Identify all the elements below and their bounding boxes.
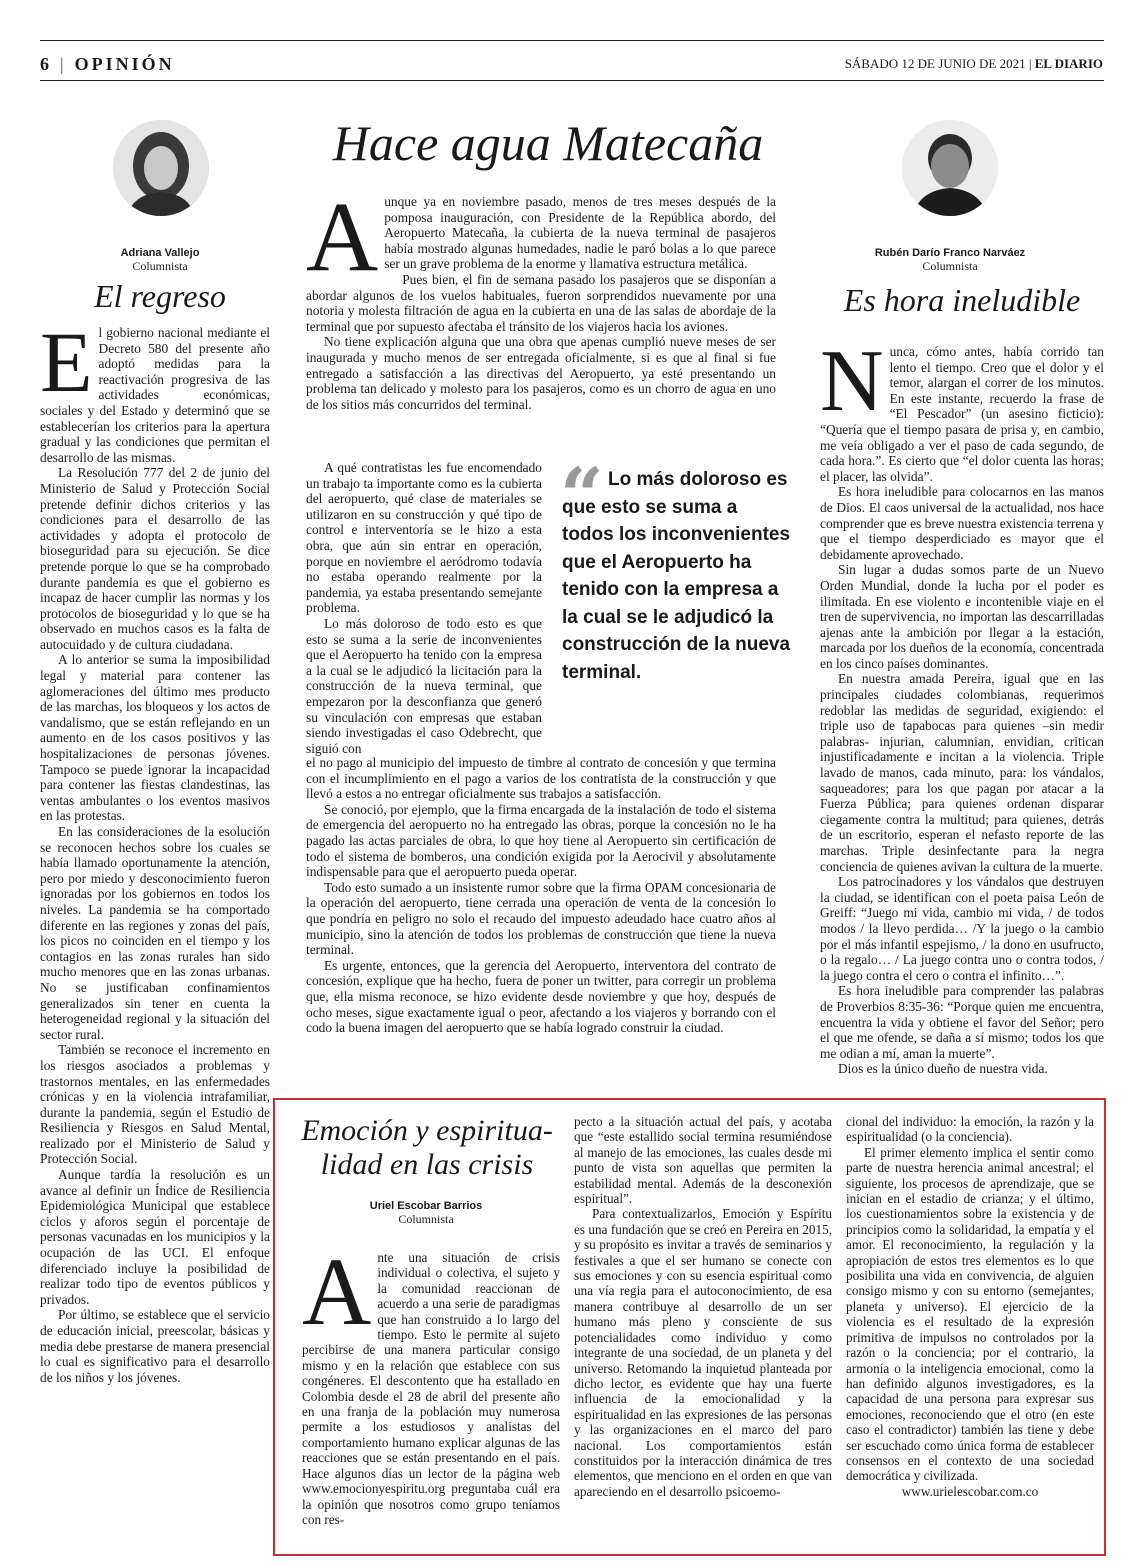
paragraph: Es urgente, entonces, que la gerencia del Aeropuerto, interventora del contrato de concesión, explique que ha hecho, fuera de poner un twitter, para corregir un problema que, ella misma reconoce, se hizo evidente desde noviembre y que hoy, después de ocho meses, sigue exactamente igual o peor, afectando a los viajeros y borrando con el codo la buena imagen del aeropuerto que se había logrado construir la ciudad.	[306, 957, 776, 1036]
author-photo-right	[902, 120, 998, 216]
boxed-article-col3	[846, 1114, 1094, 1499]
author-byline-right	[850, 247, 1050, 274]
drop-cap: A	[302, 1238, 372, 1345]
article-title: Hace agua Matecaña	[332, 115, 764, 171]
author-name: Rubén Darío Franco Narváez	[874, 247, 1026, 259]
boxed-article-byline	[326, 1200, 526, 1227]
column-title-left: El regreso	[94, 278, 226, 314]
page-number: 6	[40, 54, 52, 74]
paragraph: Lo más doloroso de todo esto es que esto se suma a la serie de inconvenientes que el Aeropuerto ha tenido con la empresa a la cual se le adjudicó la licitación para la construcción de la nueva terminal, que empezaron por la desconfianza que generó su vinculación con empresas que estaban siendo investigadas el caso Odebrecht, que siguió con	[306, 615, 542, 756]
pull-quote	[560, 451, 794, 686]
paragraph: No tiene explicación alguna que una obra que apenas cumplió nueve meses de ser inaugurada y mucho menos de ser entregada oficialmente, si es que al final si fue entregado a satisfacción a las directivas del Aeropuerto, ya esté presentando un problema tan delicado y molesto para los pasajeros, como es un chorro de agua en uno de los sitios más concurridos del terminal.	[306, 334, 776, 412]
title-line: Emoción y espiritua-	[301, 1114, 553, 1147]
paragraph: unca, cómo antes, había corrido tan lento el tiempo. Creo que el dolor y el temor, alargan el correr de los minutos. En este instante, recuerdo la frase de “El Pescador” (un asesino ficticio): “Quería que el tiempo pasara de prisa y, en cambio, me veía obligado a ver el paso de cada segundo, de cada hora.”. Es cierto que “el dolor cuenta las horas; el placer, las olvida”.	[820, 344, 1104, 484]
website-link[interactable]: www.urielescobar.com.co	[901, 1483, 1039, 1499]
paragraph: La Resolución 777 del 2 de junio del Ministerio de Salud y Protección Social pretende definir dichos criterios y las condiciones para el desarrollo de las actividades y adopta el protocolo de bioseguridad para su ejecución. Se dice pretende porque lo que se ha comprobado durante pandemia es que el gobierno es incapaz de hacer cumplir las normas y los protocolos de bioseguridad y lo que se ha observado en muchos casos es la falta de autocuidado y de cultura ciudadana.	[40, 465, 270, 652]
header-separator-right: |	[1028, 56, 1032, 71]
title-line: lidad en las crisis	[320, 1148, 534, 1181]
newspaper-name: EL DIARIO	[1034, 56, 1103, 71]
boxed-article-col2	[574, 1114, 832, 1499]
paragraph: Sin lugar a dudas somos parte de un Nuevo Orden Mundial, donde la lucha por el poder es ilimitada. En ese violento e incontenible viaje en el tren de supervivencia, no importan las descarrilladas ajenas ante la ambición por llegar a la estación, marcada por los dueños de la economía, concentrada en los cinco países dominantes.	[820, 562, 1104, 671]
section-header	[40, 54, 175, 75]
paragraph: Por último, se establece que el servicio de educación inicial, preescolar, básicas y media debe prestarse de manera presencial lo cual es significativo para el desarrollo de los niños y los jóvenes.	[40, 1307, 270, 1385]
paragraph: cional del individuo: la emoción, la razón y la espiritualidad (o la conciencia).	[846, 1114, 1094, 1145]
paragraph: A qué contratistas les fue encomendado un trabajo ta importante como es la cubierta del aeropuerto, qué clase de materiales se utilizaron en su construcción y qué tipo de control e interventoría se le hizo a esta obra, que aún sin entrar en operación, porque en noviembre el aeródromo todavía no estaba operando realmente por la pandemia, ya estaba presentando semejante problema.	[306, 460, 542, 616]
drop-cap: N	[820, 333, 884, 430]
paragraph: pecto a la situación actual del país, y acotaba que “este estallido social termina resumiéndose al manejo de las emociones, las cuales desde mi punto de vista son aquellas que permiten la estabilidad mental. Además de la desconexión espiritual”.	[574, 1114, 832, 1207]
column-title-right: Es hora ineludible	[843, 282, 1081, 318]
header-separator: |	[60, 54, 67, 74]
paragraph: Es hora ineludible para comprender las palabras de Proverbios 8:35-36: “Porque quien me encuentra, encuentra la vida y obtiene el favor del Señor; pero el que me ofende, se daña a sí mismo; todos los que me odian a mí, aman la muerte”.	[820, 983, 1104, 1061]
paragraph: el no pago al municipio del impuesto de timbre al contrato de concesión y que termina con el incumplimiento en el pago a varios de los contratista de la construcción y que llevó a estos a no entregar oficialmente sus trabajos a satisfacción.	[306, 755, 776, 802]
author-role: Columnista	[398, 1212, 454, 1226]
article-body-top	[306, 181, 776, 412]
paragraph: nte una situación de crisis individual o colectiva, el sujeto y la comunidad reaccionan de acuerdo a una serie de paradigmas que han construido a lo largo del tiempo. Esto le permite al sujeto percibirse de una manera particular consigo mismo y en la relación que establece con sus congéneres. El descontento que ha estallado en Colombia desde el 28 de abril del presente año en una franja de la población muy numerosa permite a los estudiosos y analistas del comportamiento humano explicar algunas de las reacciones que se están presentando en el país. Hace algunos días un lector de la página web www.emocionyespiritu.org preguntaba cuál era la opinión que nosotros como grupo teníamos con res-	[302, 1250, 560, 1527]
paragraph: Es hora ineludible para colocarnos en las manos de Dios. El caos universal de la actualidad, nos hace comprender que es breve nuestra existencia terrena y que el tiempo desperdiciado es mayor que el debidamente aprovechado.	[820, 484, 1104, 562]
paragraph: A lo anterior se suma la imposibilidad legal y material para contener las aglomeraciones del último mes producto de las marchas, los bloqueos y los actos de vandalismo, que se están reflejando en un aumento en de los casos positivos y las hospitalizaciones de personas jóvenes. Tampoco se puede ignorar la incapacidad para contener las fiestas clandestinas, las ventas ambulantes o los eventos masivos en las protestas.	[40, 652, 270, 824]
article-body-bottom	[306, 755, 776, 1036]
paragraph: Todo esto sumado a un insistente rumor sobre que la firma OPAM concesionaria de la operación del aeropuerto, tiene cerrada una operación de venta de la concesión lo que pondría en peligro no solo el recaudo del impuesto adeudado hace cuatro años al municipio, sino la atención de todos los problemas de construcción que tiene la nueva terminal.	[306, 879, 776, 958]
paragraph: Para contextualizarlos, Emoción y Espíritu es una fundación que se creó en Pereira en 2015, y su propósito es invitar a través de seminarios y festivales a que el ser humano se conecte con sus emociones y con su esencia espiritual como una vía regia para el autoconocimiento, de esa manera contribuye al desarrollo de un ser humano más pleno y consciente de sus potencialidades como individuo y como integrante de una sociedad, de un planeta y del universo. Retomando la inquietud planteada por dicho lector, es evidente que hay una fuerte influencia de la emocionalidad y la espiritualidad en las expresiones de las personas y las organizaciones en el marco del paro nacional. Los comportamientos están constituidos por la interacción dinámica de tres elementos, que menciono en el orden en que van apareciendo en el desarrollo psicoemo-	[574, 1206, 832, 1499]
author-byline-left	[60, 247, 260, 274]
article-body-narrow	[306, 460, 542, 756]
paragraph: Los patrocinadores y los vándalos que destruyen la ciudad, se identifican con el poeta paisa León de Greiff: “Juego mi vida, cambio mi vida, / de todos modos / la llevo perdida… /Y la juego o la cambio por el más infantil espejismo, / la dono en usufructo, o la regalo… / La juego contra uno o contra todos, / la juego contra el cero o contra el infinito…”.	[820, 874, 1104, 983]
drop-cap: E	[40, 314, 93, 410]
author-name: Uriel Escobar Barrios	[369, 1200, 483, 1212]
author-name: Adriana Vallejo	[120, 247, 200, 259]
date-line	[845, 56, 1103, 72]
paragraph: En las consideraciones de la esolución se reconocen hechos sobre los cuales se había llamado oportunamente la atención, pero por miedo y desconocimiento fueron ignoradas por los gobiernos en todos los niveles. La pandemia se ha comportado diferente en las regiones y zonas del país, los picos no coinciden en el tiempo y los contagios en las zonas rurales han sido mucho menores que en las zonas urbanas. No se justificaban confinamientos generalizados sin tener en cuenta la heterogeneidad regional y la situación del sector rural.	[40, 824, 270, 1042]
paragraph: Se conoció, por ejemplo, que la firma encargada de la instalación de todo el sistema de emergencia del aeropuerto no ha entregado las obras, porque la concesión no le ha pagado las actas parciales de obra, lo que hoy tiene al Aeropuerto sin certificación de todo el sistema de bomberos, una condición exigida por la Aerocivil y absolutamente indispensable para que el aeropuerto pueda operar.	[306, 801, 776, 880]
boxed-article-title	[296, 1114, 558, 1182]
section-name: OPINIÓN	[74, 54, 175, 74]
paragraph: unque ya en noviembre pasado, menos de tres meses después de la pomposa inauguración, con Presidente de la República abordo, del Aeropuerto Matecaña, la cubierta de la nueva terminal de pasajeros había mostrado algunas humedades, nadie le paró bolas a lo que parece ser un grave problema de la enorme y llamativa estructura metálica.	[384, 194, 776, 272]
quote-mark-icon: “	[560, 451, 604, 540]
author-photo-left	[113, 120, 209, 216]
drop-cap: A	[306, 181, 379, 292]
pull-quote-text: Lo más doloroso es que esto se suma a todos los inconvenientes que el Aeropuerto ha tenido con la empresa a la cual se le adjudicó la construcción de la nueva terminal.	[562, 469, 791, 683]
paragraph: También se reconoce el incremento en los riesgos asociados a problemas y trastornos mentales, en las enfermedades crónicas y en la violencia intrafamiliar, durante la pandemia, según el Estudio de Resiliencia y Riesgos en Salud Mental, realizado por el Ministerio de Salud y Protección Social.	[40, 1042, 270, 1167]
issue-date: SÁBADO 12 DE JUNIO DE 2021	[844, 56, 1026, 71]
paragraph: El primer elemento implica el sentir como parte de nuestra herencia animal ancestral; el siguiente, los procesos de aprendizaje, que se inician en el estadio de crianza; y el último, los cuestionamientos sobre la existencia y de principios como la solidaridad, la empatía y el amor. El reconocimiento, la regulación y la apropiación de estos tres elementos es lo que posibilita una vida en convivencia, de alguien consigo mismo y con su entorno (semejantes, planeta y universo). El ejercicio de la violencia es el resultado de la expresión primitiva de impulsos no controlados por la razón o la conciencia; por el contrario, la armonía o la inteligencia emocional, como la han definido algunos investigadores, es la capacidad de una persona para expresar sus emociones, reconociendo que el otro (en este caso el contradictor) también las tiene y debe ser escuchado como única forma de establecer consensos en el contexto de una sociedad democrática y civilizada.	[846, 1144, 1094, 1484]
column-body-right	[820, 333, 1104, 1077]
paragraph: Pues bien, el fin de semana pasado los pasajeros que se disponían a abordar algunos de los vuelos habituales, fueron sorprendidos nuevamente por una notoria y molesta filtración de agua en la cubierta en una de las salas de abordaje de la terminal que por supuesto afectaba el tránsito de los viajeros hacia los aviones.	[306, 271, 776, 334]
column-body-left	[40, 314, 270, 1385]
author-role: Columnista	[922, 259, 978, 273]
paragraph: En nuestra amada Pereira, igual que en las principales ciudades colombianas, requerimos redoblar las medidas de seguridad, exigiendo: el triple uso de tapabocas para quienes –sin medir palabras- injurian, calumnian, envidian, critican injustificadamente e incitan a la violencia. Triple lavado de manos, cada minuto, para: los vándalos, saqueadores; para los que pagan por atacar a la Fuerza Pública; para quienes ordenan disparar ciegamente contra la multitud; para quienes, detrás de un escritorio, esperan el nefasto reporte de las marchas. Triple desinfectante para la negra conciencia de quienes avivan la cultura de la muerte.	[820, 671, 1104, 874]
paragraph: Dios es la único dueño de nuestra vida.	[838, 1061, 1048, 1077]
paragraph: Aunque tardía la resolución es un avance al definir un Índice de Resiliencia Epidemiológica Municipal que establece ciclos y aforos según el porcentaje de personas vacunadas en los municipios y la ocupación de las UCI. El enfoque diferenciado incluye la posibilidad de realizar todo tipo de eventos públicos y privados.	[40, 1167, 270, 1307]
boxed-article-col1	[302, 1238, 560, 1527]
paragraph: l gobierno nacional mediante el Decreto 580 del presente año adoptó medidas para la reactivación progresiva de las actividades económicas, sociales y del Estado y determinó que se establecerían los criterios para la apertura gradual y las condiciones que permitan el desarrollo de las mismas.	[40, 325, 270, 465]
author-role: Columnista	[132, 259, 188, 273]
